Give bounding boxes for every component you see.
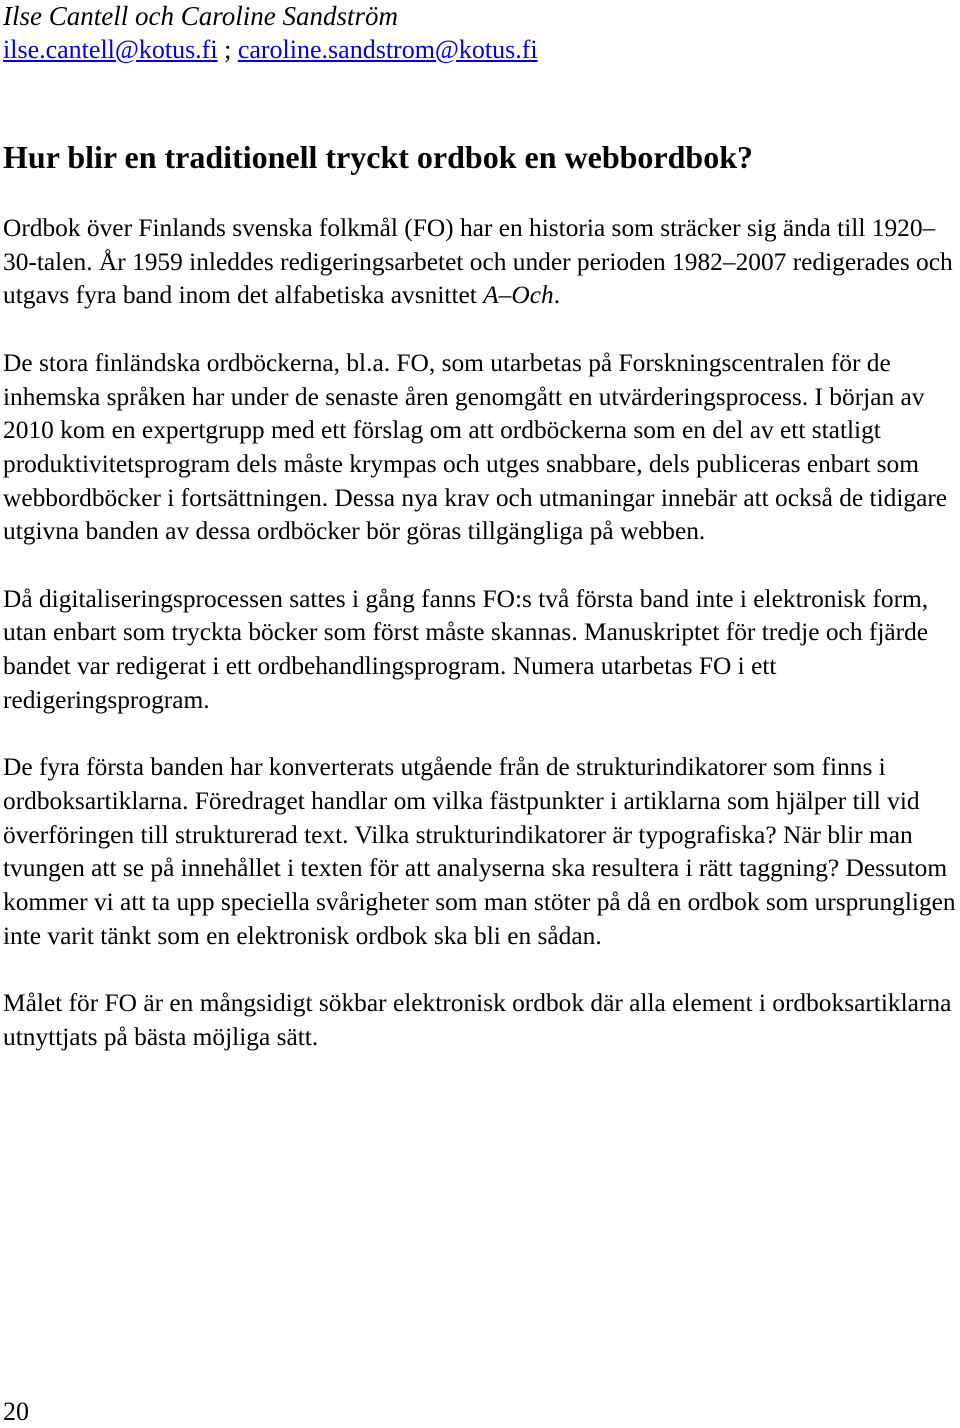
document-page [3,0,958,1051]
paragraph-evaluation: De stora finländska ordböckerna, bl.a. FO, som utarbetas på Forskningscentralen för de inhemska språken har under de senaste åren genomgått en utvärderingsprocess. I början av 2010 kom en expertgrupp med ett förslag om att ordböckerna som en del av ett statligt produktivitetsprogram dels måste krympas och utges snabbare, dels publiceras enbart som webbordböcker i fortsättningen. Dessa nya krav och utmaningar innebär att också de tidigare utgivna banden av dessa ordböcker bör göras tillgängliga på webben. [3,348,948,546]
paragraph-conversion: De fyra första banden har konverterats utgående från de strukturindikatorer som finns i ordboksartiklarna. Föredraget handlar om vilka fästpunkter i artiklarna som hjälper till vid överföringen till strukturerad text. Vilka strukturindikatorer är typografiska? När blir man tvungen att se på innehållet i texten för att analyserna ska resultera i rätt taggning? Dessutom kommer vi att ta upp speciella svårigheter som man stöter på då en ordbok som ursprungligen inte varit tänkt som en elektronisk ordbok ska bli en sådan. [3,753,956,950]
email-link-sandstrom[interactable]: caroline.sandstrom@kotus.fi [237,35,538,64]
document-body [3,212,958,1088]
paragraph-history-end: . [553,281,561,310]
email-separator: ; [217,35,238,64]
author-emails [3,33,958,67]
paragraph-goal: Målet för FO är en mångsidigt sökbar elektronisk ordbok där alla element i ordboksartiklarna utnyttjats på bästa möjliga sätt. [3,989,952,1051]
paragraph-digitalisation: Då digitaliseringsprocessen sattes i gång fanns FO:s två första band inte i elektronisk form, utan enbart som tryckta böcker som först måste skannas. Manuskriptet för tredje och fjärde bandet var redigerat i ett ordbehandlingsprogram. Numera utarbetas FO i ett redigeringsprogram. [3,584,929,714]
email-link-cantell[interactable]: ilse.cantell@kotus.fi [3,35,218,64]
volume-range-italic: A–Och [483,281,554,310]
document-title: Hur blir en traditionell tryckt ordbok en webbordbok? [3,139,753,175]
author-names: Ilse Cantell och Caroline Sandström [3,1,398,31]
paragraph-history-text: Ordbok över Finlands svenska folkmål (FO) har en historia som sträcker sig ända till 1920–30-talen. År 1959 inleddes redigeringsarbetet och under perioden 1982–2007 redigerades och utgavs fyra band inom det alfabetiska avsnittet [3,214,953,310]
paragraph-history [3,212,958,313]
page-number: 20 [3,1397,29,1426]
